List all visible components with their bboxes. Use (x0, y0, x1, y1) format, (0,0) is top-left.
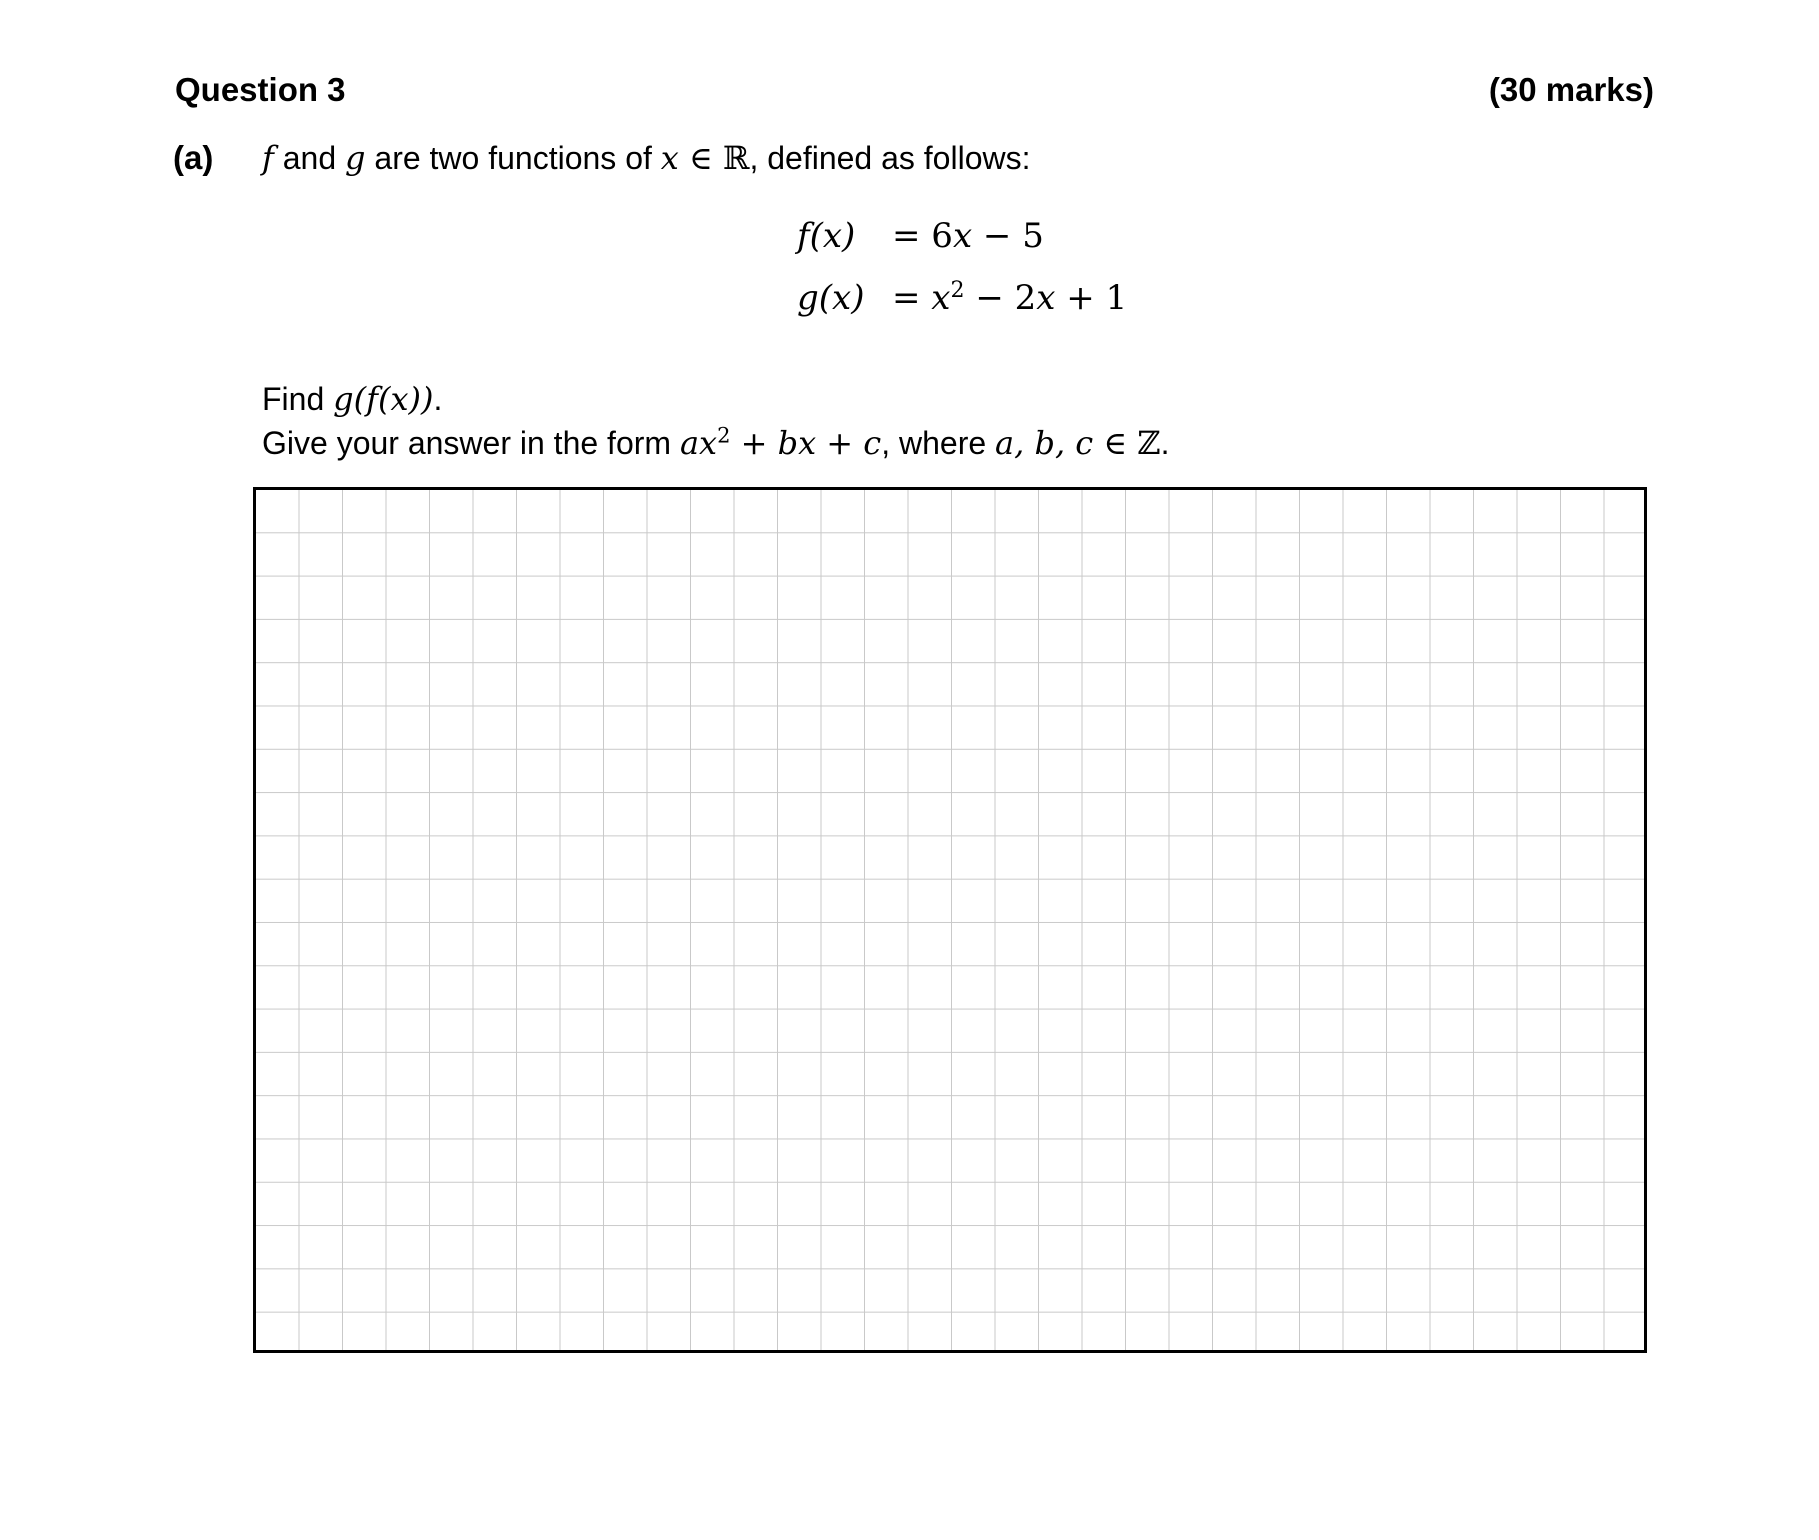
form-instruction (262, 422, 1169, 464)
question-title: Question 3 (175, 71, 346, 108)
form-where: , where (881, 425, 996, 461)
equation-f-rhs-var: x (952, 216, 973, 256)
intro-and: and (273, 140, 346, 176)
equation-g (797, 278, 1127, 340)
intro-rest: , defined as follows: (749, 140, 1031, 176)
form-end: . (1160, 425, 1170, 461)
equation-f-lhs: f(x) (797, 216, 856, 256)
form-vars: a, b, c (995, 424, 1094, 462)
form-power: 2 (717, 423, 731, 448)
equation-g-lhs: g(x) (797, 278, 865, 318)
equation-g-power: 2 (950, 276, 965, 303)
in-integers: ∈ ℤ (1093, 424, 1161, 462)
equation-g-rhs-prefix: = (892, 278, 932, 318)
answer-grid-box[interactable] (253, 487, 1647, 1353)
intro-text (262, 138, 1030, 178)
find-expression: g(f(x)) (333, 380, 434, 418)
intro-are: are two functions of (365, 140, 661, 176)
find-instruction (262, 378, 442, 420)
find-end: . (433, 381, 443, 417)
var-g: g (345, 139, 366, 177)
form-text: Give your answer in the form (262, 425, 680, 461)
equation-g-rhs-suffix: − 2 (964, 278, 1037, 318)
equation-g-rhs-var2: x (1036, 278, 1056, 318)
part-label: (a) (173, 139, 214, 176)
equation-g-rhs-end: + 1 (1055, 278, 1128, 318)
form-expr-a: ax (679, 424, 718, 462)
equation-f (797, 216, 1127, 278)
equation-f-rhs-suffix: − 5 (972, 216, 1044, 256)
var-f: f (262, 139, 274, 177)
equation-g-rhs (892, 278, 1127, 318)
form-expr-rest: + bx + c (730, 424, 882, 462)
var-x: x (660, 139, 679, 177)
function-definitions (797, 216, 1127, 340)
in-reals: ∈ ℝ (678, 139, 750, 177)
find-text: Find (262, 381, 334, 417)
question-marks: (30 marks) (1488, 71, 1654, 108)
equation-f-rhs-prefix: = 6 (892, 216, 953, 256)
equation-f-rhs (892, 216, 1044, 256)
equation-g-rhs-var: x (931, 278, 951, 318)
